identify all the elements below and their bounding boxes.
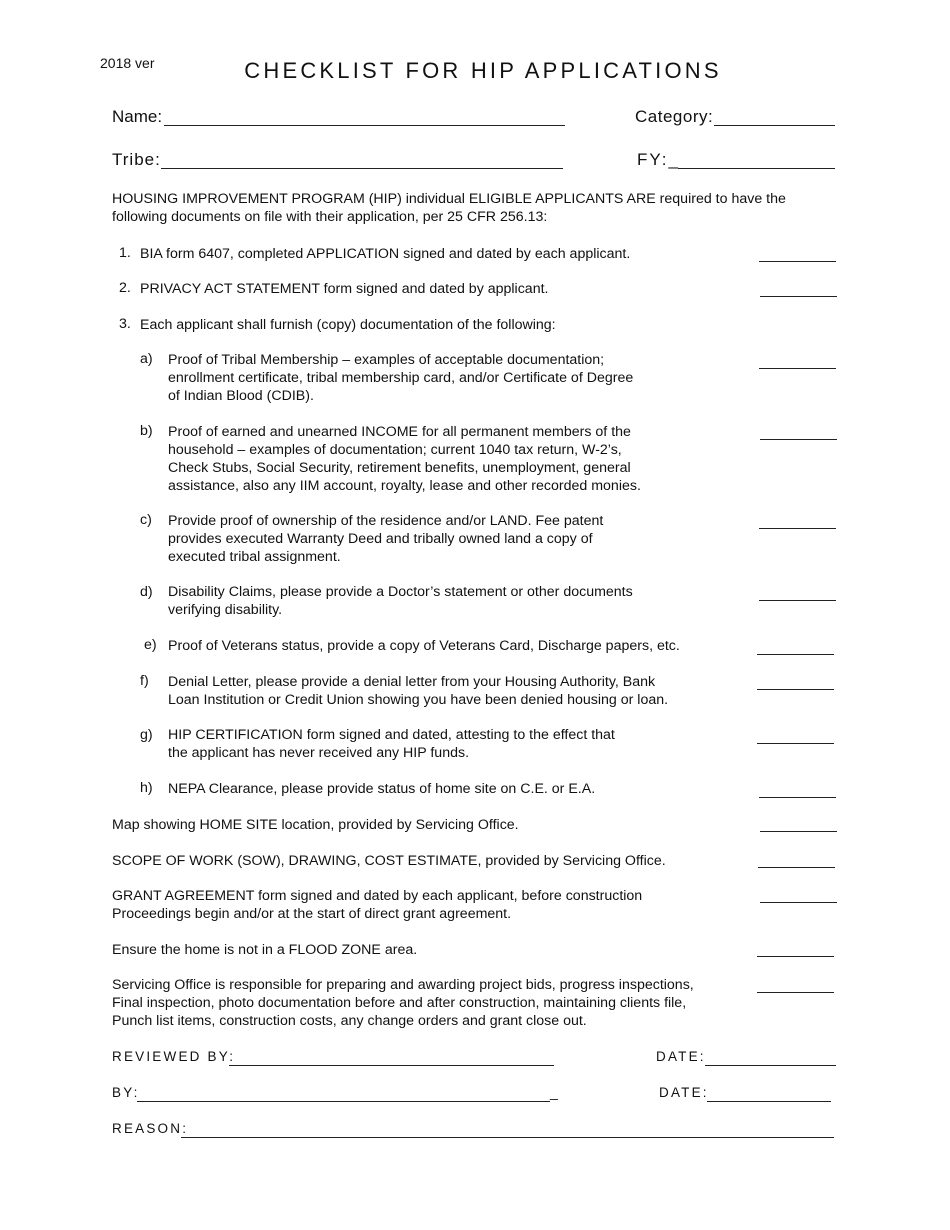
reason-field[interactable] — [181, 1137, 834, 1138]
subitem-line: provides executed Warranty Deed and tribally owned land a copy of — [168, 531, 593, 547]
reviewed-by-label: REVIEWED BY: — [112, 1049, 236, 1064]
item-text: GRANT AGREEMENT form signed and dated by each applicant, before construction — [112, 888, 643, 904]
subitem-line: Disability Claims, please provide a Doctor’s statement or other documents — [168, 584, 633, 600]
subitem-line: Loan Institution or Credit Union showing you have been denied housing or loan. — [168, 692, 669, 708]
subitem-line: Provide proof of ownership of the residence and/or LAND. Fee patent — [168, 513, 604, 529]
date-field[interactable] — [705, 1065, 836, 1066]
tribe-label: Tribe: — [112, 150, 161, 169]
item-text: Proceedings begin and/or at the start of direct grant agreement. — [112, 906, 512, 922]
date-field[interactable] — [707, 1101, 831, 1102]
subitem-line: verifying disability. — [168, 602, 283, 618]
date-label: DATE: — [656, 1049, 706, 1064]
subitem-line: Denial Letter, please provide a denial letter from your Housing Authority, Bank — [168, 674, 656, 690]
check-line[interactable] — [757, 689, 834, 690]
intro-paragraph: HOUSING IMPROVEMENT PROGRAM (HIP) individual ELIGIBLE APPLICANTS ARE required to have the following documents on file with their application, per 25 CFR 256.13: — [112, 191, 786, 225]
check-line[interactable] — [759, 528, 836, 529]
by-label: BY: — [112, 1085, 140, 1100]
check-line[interactable] — [760, 296, 837, 297]
check-line[interactable] — [760, 831, 837, 832]
reviewed-by-field[interactable] — [229, 1065, 554, 1066]
subitem-line: Proof of Tribal Membership – examples of acceptable documentation; — [168, 352, 605, 368]
subitem-line: assistance, also any IIM account, royalty, lease and other recorded monies. — [168, 478, 641, 494]
check-line[interactable] — [757, 956, 834, 957]
check-line[interactable] — [758, 867, 835, 868]
check-line[interactable] — [760, 439, 837, 440]
item-number: 2. — [119, 280, 131, 296]
subitem-line: enrollment certificate, tribal membership card, and/or Certificate of Degree — [168, 370, 634, 386]
subitem-letter: f) — [140, 673, 149, 689]
subitem-letter: c) — [140, 512, 152, 528]
subitem-line: household – examples of documentation; current 1040 tax return, W-2’s, — [168, 442, 622, 458]
check-line[interactable] — [759, 797, 836, 798]
subitem-line: Proof of Veterans status, provide a copy of Veterans Card, Discharge papers, etc. — [168, 638, 680, 654]
check-line[interactable] — [757, 654, 834, 655]
item-number: 3. — [119, 316, 131, 332]
subitem-line: NEPA Clearance, please provide status of home site on C.E. or E.A. — [168, 781, 596, 797]
category-field[interactable] — [714, 125, 835, 126]
item-text: Final inspection, photo documentation before and after construction, maintaining clients file, — [112, 995, 687, 1011]
subitem-line: Proof of earned and unearned INCOME for all permanent members of the — [168, 424, 631, 440]
subitem-line: the applicant has never received any HIP funds. — [168, 745, 470, 761]
by-field-trail: _ — [550, 1085, 558, 1101]
item-text: Map showing HOME SITE location, provided by Servicing Office. — [112, 817, 519, 833]
item-text: Each applicant shall furnish (copy) documentation of the following: — [140, 317, 556, 333]
fy-label: FY:_ — [637, 150, 680, 169]
subitem-line: Check Stubs, Social Security, retirement benefits, unemployment, general — [168, 460, 631, 476]
subitem-line: of Indian Blood (CDIB). — [168, 388, 314, 404]
fy-field[interactable] — [678, 168, 835, 169]
item-text: BIA form 6407, completed APPLICATION signed and dated by each applicant. — [140, 246, 631, 262]
item-number: 1. — [119, 245, 131, 261]
subitem-letter: e) — [144, 637, 157, 653]
subitem-letter: h) — [140, 780, 153, 796]
tribe-field[interactable] — [161, 168, 563, 169]
category-label: Category: — [635, 107, 714, 126]
version-label: 2018 ver — [100, 55, 155, 71]
check-line[interactable] — [757, 743, 834, 744]
name-field[interactable] — [164, 125, 565, 126]
item-text: Ensure the home is not in a FLOOD ZONE area. — [112, 942, 418, 958]
page-title: CHECKLIST FOR HIP APPLICATIONS — [244, 58, 722, 83]
item-text: PRIVACY ACT STATEMENT form signed and dated by applicant. — [140, 281, 549, 297]
name-label: Name: — [112, 107, 163, 126]
subitem-line: HIP CERTIFICATION form signed and dated, attesting to the effect that — [168, 727, 615, 743]
subitem-letter: a) — [140, 351, 153, 367]
check-line[interactable] — [759, 368, 836, 369]
reason-label: REASON: — [112, 1121, 189, 1136]
date-label: DATE: — [659, 1085, 709, 1100]
subitem-letter: b) — [140, 423, 153, 439]
item-text: Punch list items, construction costs, any change orders and grant close out. — [112, 1013, 587, 1029]
check-line[interactable] — [759, 261, 836, 262]
subitem-letter: d) — [140, 584, 153, 600]
check-line[interactable] — [757, 992, 834, 993]
check-line[interactable] — [759, 600, 836, 601]
by-field[interactable] — [137, 1101, 550, 1102]
item-text: SCOPE OF WORK (SOW), DRAWING, COST ESTIMATE, provided by Servicing Office. — [112, 853, 666, 869]
check-line[interactable] — [760, 902, 837, 903]
subitem-letter: g) — [140, 727, 153, 743]
item-text: Servicing Office is responsible for preparing and awarding project bids, progress inspections, — [112, 977, 694, 993]
subitem-line: executed tribal assignment. — [168, 549, 341, 565]
